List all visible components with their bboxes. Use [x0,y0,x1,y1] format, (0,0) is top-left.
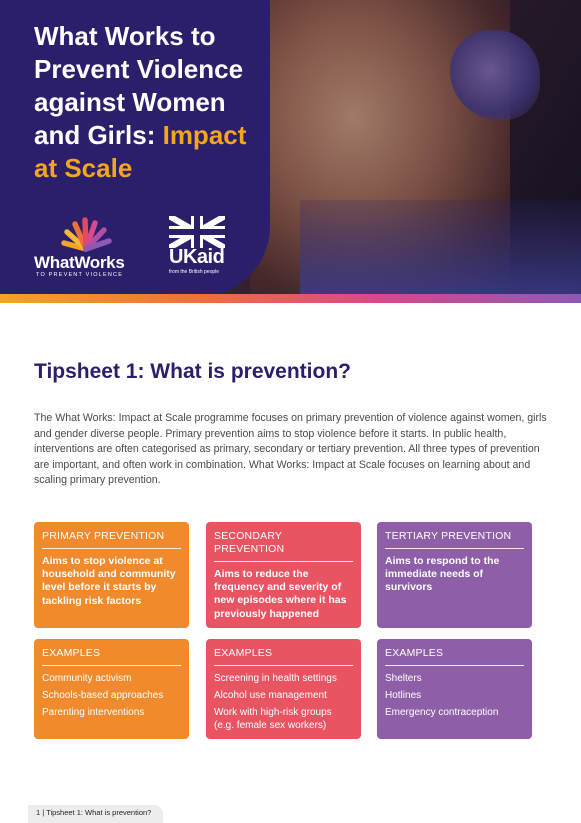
secondary-examples-card [206,639,361,739]
secondary-prevention-description: Aims to reduce the frequency and severity of new episodes where it has previously happened [214,568,347,620]
tertiary-prevention-title: TERTIARY PREVENTION [385,530,524,549]
list-item: Schools-based approaches [42,690,164,701]
secondary-examples-label: EXAMPLES [214,647,353,666]
list-item: Screening in health settings [214,673,337,684]
ukaid-logo [169,216,229,276]
cover-photo-floor [300,200,581,296]
primary-examples-label: EXAMPLES [42,647,181,666]
list-item: Work with high-risk groups (e.g. female sex workers) [214,707,332,731]
list-item: Hotlines [385,690,422,701]
list-item: Shelters [385,673,422,684]
tertiary-prevention-card [377,522,532,628]
intro-paragraph: The What Works: Impact at Scale programme focuses on primary prevention of violence against women, girls and gender diverse people. Primary prevention aims to stop violence before it starts. In public health, interventions are often categorised as primary, secondary or tertiary prevention. All three types of prevention are important, and often work in combination. What Works: Impact at Scale focuses on learning about and scaling primary prevention. [34,412,547,487]
primary-examples-card [34,639,189,739]
cover-title-accent: Impact at Scale [34,120,247,183]
whatworks-wordmark: WhatWorks [34,253,125,272]
gradient-stripe [0,294,581,303]
cover-title-main: What Works to Prevent Violence against Women and Girls: [34,21,244,150]
tertiary-examples-label: EXAMPLES [385,647,524,666]
list-item: Alcohol use management [214,690,327,701]
secondary-prevention-card [206,522,361,628]
page-footer: 1 | Tipsheet 1: What is prevention? [28,805,163,823]
page-heading: Tipsheet 1: What is prevention? [34,360,351,383]
cover-title [34,20,264,185]
primary-prevention-title: PRIMARY PREVENTION [42,530,181,549]
tertiary-examples-list [385,672,524,719]
union-flag-icon [169,216,225,248]
list-item: Emergency contraception [385,707,499,718]
primary-prevention-card [34,522,189,628]
primary-prevention-description: Aims to stop violence at household and community level before it starts by tackling risk factors [42,555,176,607]
tertiary-prevention-description: Aims to respond to the immediate needs of survivors [385,555,500,594]
ukaid-wordmark: UKaid [169,246,225,268]
cover-banner [0,0,581,296]
ukaid-tagline: from the British people [169,269,220,275]
primary-examples-list [42,672,181,719]
list-item: Parenting interventions [42,707,145,718]
secondary-prevention-title: SECONDARY PREVENTION [214,530,353,562]
whatworks-logo [34,215,146,277]
tertiary-examples-card [377,639,532,739]
whatworks-rays-icon [56,215,116,253]
list-item: Community activism [42,673,132,684]
whatworks-tagline: TO PREVENT VIOLENCE [36,272,124,278]
secondary-examples-list [214,672,353,732]
